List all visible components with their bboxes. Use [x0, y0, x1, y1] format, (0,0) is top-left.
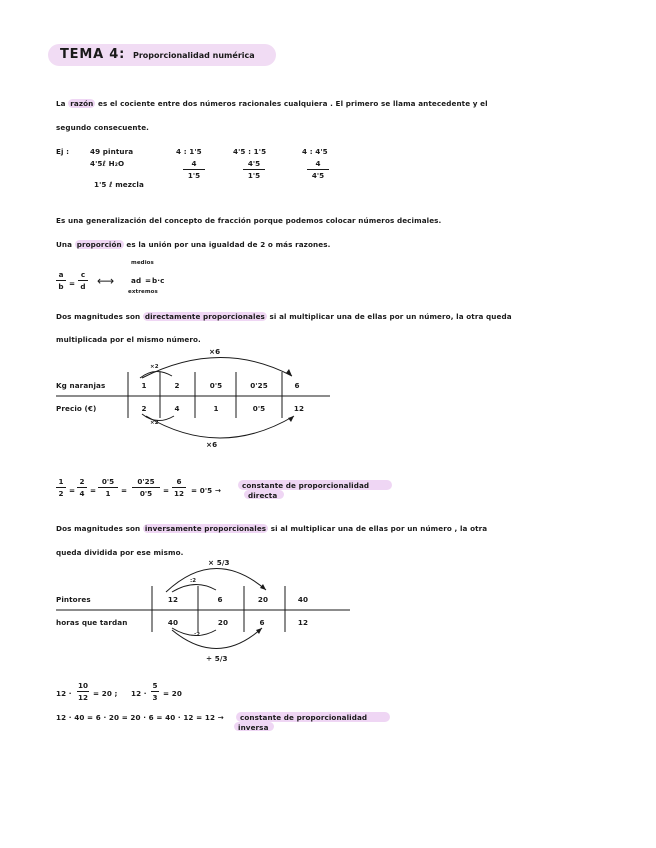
inversa-calc-1-a: 12 · — [56, 689, 72, 698]
inversa-constant-line-1: constante de proporcionalidad — [240, 713, 368, 722]
eq-sign: = — [90, 486, 97, 495]
inversa-calc-1-c: 12 · — [131, 689, 147, 698]
directa-constant-line-2: directa — [248, 491, 278, 500]
formula-equals-2: = — [145, 276, 152, 285]
fraction-denominator: 4'5 — [311, 171, 325, 180]
inversa-text: si al multiplicar una de ellas por un número , la otra — [270, 524, 488, 533]
fraction-numerator: 1 — [58, 477, 64, 486]
fraction-numerator: c — [80, 270, 86, 279]
fraction-denominator: 1'5 — [187, 171, 201, 180]
directa-cell: 1 — [213, 404, 219, 413]
inversa-prefix: Dos magnitudes son — [56, 524, 141, 533]
fraction-numerator: 4 — [191, 159, 197, 168]
inversa-row-1-label: Pintores — [56, 595, 91, 604]
inversa-cell: 12 — [297, 618, 309, 627]
inversa-bottom-multiplier: ÷ 5/3 — [206, 654, 228, 663]
directa-cell: 2 — [174, 381, 180, 390]
eq-sign: = — [69, 486, 76, 495]
fraction-denominator: 3 — [152, 693, 158, 702]
eq-sign: = — [163, 486, 170, 495]
formula-bc: b·c — [152, 276, 165, 285]
proporcion-keyword: proporción — [76, 240, 122, 249]
formula-equals: = — [69, 279, 76, 288]
inversa-cell: 6 — [217, 595, 223, 604]
directa-text: si al multiplicar una de ellas por un número, la otra queda — [269, 312, 512, 321]
fraction-numerator: a — [58, 270, 64, 279]
inversa-line-2: queda dividida por ese mismo. — [56, 548, 184, 557]
fraction-numerator: 0'25 — [137, 477, 155, 486]
fraction-denominator: d — [80, 282, 86, 291]
razon-line-2: segundo consecuente. — [56, 123, 149, 132]
directa-small-top: ×2 — [150, 364, 159, 370]
proporcion-prefix: Una — [56, 240, 73, 249]
fraction-denominator: 1'5 — [247, 171, 261, 180]
formula-ad: ad — [131, 276, 142, 285]
fraction-numerator: 6 — [176, 477, 182, 486]
inversa-constant-line-2: inversa — [238, 723, 269, 732]
directa-cell: 6 — [294, 381, 300, 390]
inversa-small-bottom: :2 — [194, 632, 201, 638]
inversa-cell: 6 — [259, 618, 265, 627]
inversa-row-2-label: horas que tardan — [56, 618, 128, 627]
proporcion-text: es la unión por una igualdad de 2 o más razones. — [126, 240, 331, 249]
eq-sign: = — [121, 486, 128, 495]
example-ratio-3: 4 : 4'5 — [302, 147, 328, 156]
inversa-calc-1-d: = 20 — [163, 689, 182, 698]
inversa-calc-fraction-1 — [77, 681, 89, 702]
example-row-2: 4'5ℓ H₂O — [90, 159, 125, 168]
fraction-denominator: 4 — [79, 489, 85, 498]
inversa-calc-2: 12 · 40 = 6 · 20 = 20 · 6 = 40 · 12 = 12 → — [56, 713, 224, 722]
example-row-1: 49 pintura — [90, 147, 134, 156]
example-label: Ej : — [56, 147, 70, 156]
directa-keyword: directamente proporcionales — [144, 312, 265, 321]
inversa-keyword: inversamente proporcionales — [144, 524, 267, 533]
fraction-numerator: 2 — [79, 477, 85, 486]
fraction-denominator: b — [58, 282, 64, 291]
example-ratio-2: 4'5 : 1'5 — [233, 147, 267, 156]
directa-cell: 12 — [293, 404, 305, 413]
fraction-denominator: 0'5 — [139, 489, 153, 498]
directa-eq-result: = 0'5 → — [191, 486, 221, 495]
inversa-small-top: :2 — [190, 578, 197, 584]
inversa-calc-fraction-2 — [151, 681, 159, 702]
directa-top-multiplier: ×6 — [209, 347, 221, 356]
inversa-cell: 12 — [167, 595, 179, 604]
directa-cell: 4 — [174, 404, 180, 413]
inversa-cell: 40 — [167, 618, 179, 627]
page-title: TEMA 4: — [60, 47, 126, 62]
directa-small-bottom: ×2 — [150, 420, 159, 426]
directa-prefix: Dos magnitudes son — [56, 312, 141, 321]
fraction-denominator: 12 — [77, 693, 88, 702]
inversa-calc-1-b: = 20 ; — [93, 689, 118, 698]
razon-keyword: razón — [70, 99, 94, 108]
razon-text: es el cociente entre dos números racionales cualquiera . El primero se llama antecedente y el — [98, 99, 488, 108]
inversa-cell: 40 — [297, 595, 309, 604]
fraction-numerator: 4'5 — [247, 159, 261, 168]
directa-line-2: multiplicada por el mismo número. — [56, 335, 201, 344]
inversa-cell: 20 — [217, 618, 229, 627]
fraction-denominator: 1 — [105, 489, 111, 498]
page-subtitle: Proporcionalidad numérica — [133, 51, 255, 60]
fraction-numerator: 10 — [77, 681, 88, 690]
fraction-denominator: 2 — [58, 489, 64, 498]
fraction-numerator: 0'5 — [101, 477, 115, 486]
generalizacion-text: Es una generalización del concepto de fracción porque podemos colocar números decimales. — [56, 216, 442, 225]
fraction-bar — [151, 691, 159, 692]
directa-bottom-multiplier: ×6 — [206, 440, 218, 449]
formula-extremos-label: extremos — [128, 289, 158, 295]
inversa-top-multiplier: × 5/3 — [208, 558, 230, 567]
example-row-3: 1'5 ℓ mezcla — [94, 180, 144, 189]
double-arrow-icon: ⟷ — [97, 274, 115, 288]
fraction-denominator: 12 — [173, 489, 184, 498]
directa-cell: 0'25 — [250, 381, 268, 390]
directa-row-1-label: Kg naranjas — [56, 381, 106, 390]
fraction-bar — [77, 691, 89, 692]
razon-prefix: La — [56, 99, 66, 108]
directa-cell: 0'5 — [209, 381, 223, 390]
directa-constant-line-1: constante de proporcionalidad — [242, 481, 370, 490]
fraction-numerator: 4 — [315, 159, 321, 168]
example-ratio-1: 4 : 1'5 — [176, 147, 202, 156]
directa-cell: 0'5 — [252, 404, 266, 413]
formula-medios-label: medios — [131, 260, 154, 266]
directa-cell: 1 — [141, 381, 147, 390]
directa-cell: 2 — [141, 404, 147, 413]
directa-row-2-label: Precio (€) — [56, 404, 97, 413]
inversa-cell: 20 — [257, 595, 269, 604]
fraction-numerator: 5 — [152, 681, 158, 690]
